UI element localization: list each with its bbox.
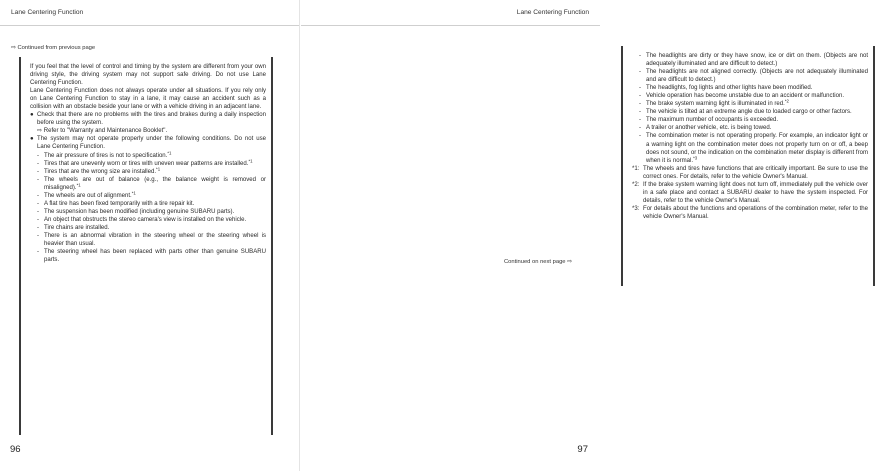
footnote-list (632, 165, 868, 221)
dash-marker: - (639, 101, 642, 108)
condition-text: The headlights, fog lights and other lights have been modified. (646, 85, 813, 92)
condition-item (639, 116, 868, 124)
footnote-mark: *2: (632, 181, 640, 188)
right-page-number: 97 (577, 444, 588, 455)
condition-text: The steering wheel has been replaced with parts other than genuine SUBARU parts. (44, 249, 266, 264)
right-condition-list (632, 52, 868, 165)
bullet-conditions (30, 135, 266, 151)
left-header-rule (0, 25, 299, 26)
condition-text: An object that obstructs the stereo camera's view is installed on the vehicle. (44, 216, 247, 223)
condition-item (639, 100, 868, 108)
condition-item (37, 216, 266, 224)
dash-marker: - (37, 224, 40, 231)
condition-item (37, 176, 266, 192)
condition-item (37, 157, 266, 168)
condition-text: The maximum number of occupants is exceeded. (646, 117, 779, 124)
left-page-header: Lane Centering Function (11, 9, 84, 16)
footnote-mark: *3: (632, 205, 640, 212)
dash-marker: - (639, 117, 642, 124)
condition-text: Vehicle operation has become unstable due to an accident or malfunction. (646, 93, 844, 100)
condition-item (37, 149, 266, 160)
dash-marker: - (639, 85, 642, 92)
condition-text: The suspension has been modified (including genuine SUBARU parts). (44, 208, 235, 215)
right-box-left-bar (621, 46, 623, 286)
condition-text: The combination meter is not operating properly. For example, an indicator light or a warning light on the combination meter does not properly turn on or off, a beep does not sound, or the indication on the combination meter display is different from when it is normal. (646, 133, 868, 164)
condition-item (37, 224, 266, 232)
footnote-text: If the brake system warning light does not turn off, immediately pull the vehicle over in a safe place and contact a SUBARU dealer to have the system inspected. For details, refer to the vehicle Owner's Manual. (643, 181, 868, 204)
condition-item (639, 84, 868, 92)
left-condition-list (30, 149, 266, 265)
condition-item (37, 200, 266, 208)
continued-next-label: Continued on next page ⇨ (503, 259, 572, 265)
footnote-reference: *1 (131, 190, 136, 196)
footnote-reference: *1 (156, 166, 161, 172)
dash-marker: - (37, 200, 40, 207)
footnote-mark: *1: (632, 165, 640, 172)
dash-marker: - (37, 216, 40, 223)
condition-item (639, 108, 868, 116)
footnote-text: For details about the functions and operations of the combination meter, refer to the vehicle Owner's Manual. (643, 205, 868, 220)
left-box-right-bar (271, 57, 273, 435)
dash-marker: - (37, 208, 40, 215)
footnote-reference: *1 (248, 157, 253, 163)
footnote-reference: *1 (167, 149, 172, 155)
bullet-marker: ● (30, 112, 34, 119)
dash-marker: - (37, 192, 40, 199)
dash-marker: - (37, 249, 40, 256)
condition-text: The wheels are out of balance (e.g., the balance weight is removed or misaligned). (44, 176, 266, 191)
right-page-header: Lane Centering Function (516, 9, 589, 16)
condition-text: There is an abnormal vibration in the steering wheel or the steering wheel is heavier than usual. (44, 232, 266, 248)
right-warning-box (621, 46, 875, 286)
footnote-reference: *3 (693, 155, 698, 161)
condition-item (37, 208, 266, 216)
condition-text: The headlights are not aligned correctly. (Objects are not adequately illuminated and are difficult to detect.) (646, 69, 868, 84)
condition-item (37, 232, 266, 248)
right-box-content (632, 52, 868, 221)
left-box-paragraph-2: Lane Centering Function does not always operate under all situations. If you rely only on Lane Centering Function to stay in a lane, it may cause an accident such as a collision with an obstacle beside your lane or with a vehicle driving in an adjacent lane. (30, 88, 266, 111)
left-box-content (30, 63, 266, 264)
condition-text: The wheels are out of alignment. (44, 192, 132, 199)
condition-text: The headlights are dirty or they have snow, ice or dirt on them. (Objects are not adequately illuminated and are difficult to detect.) (646, 53, 868, 68)
condition-text: Tires that are unevenly worn or tires with uneven wear patterns are installed. (44, 160, 249, 167)
dash-marker: - (639, 53, 642, 59)
left-warning-box (19, 57, 273, 435)
footnote-text: The wheels and tires have functions that are critically important. Be sure to use the correct ones. For details, refer to the vehicle Owner's Manual. (643, 165, 868, 180)
continued-from-label: ⇨ Continued from previous page (11, 45, 96, 51)
left-page-number: 96 (10, 444, 21, 455)
condition-text: The air pressure of tires is not to specification. (44, 152, 168, 159)
condition-item (639, 132, 868, 164)
condition-item (639, 92, 868, 100)
footnote-reference: *2 (784, 98, 789, 104)
dash-marker: - (37, 152, 40, 159)
dash-marker: - (639, 133, 642, 140)
condition-text: The vehicle is tilted at an extreme angle due to loaded cargo or other factors. (646, 109, 852, 116)
dash-marker: - (639, 125, 642, 132)
condition-text: A flat tire has been fixed temporarily with a tire repair kit. (44, 200, 195, 207)
condition-item (37, 192, 266, 200)
dash-marker: - (37, 160, 40, 167)
condition-item (639, 68, 868, 84)
dash-marker: - (639, 93, 642, 100)
warranty-booklet-reference: ⇨ Refer to "Warranty and Maintenance Booklet". (37, 128, 168, 135)
right-header-rule (301, 25, 600, 26)
footnote-reference: *1 (76, 182, 81, 188)
dash-marker: - (37, 232, 40, 239)
dash-marker: - (37, 176, 40, 183)
footnote (632, 165, 868, 181)
condition-text: The brake system warning light is illuminated in red. (646, 101, 785, 108)
dash-marker: - (639, 69, 642, 76)
bullet-inspection (30, 111, 266, 127)
left-page (0, 0, 300, 471)
dash-marker: - (639, 109, 642, 116)
condition-item (37, 168, 266, 176)
footnote (632, 181, 868, 205)
bullet-marker: ● (30, 136, 34, 143)
bullet-conditions-text: The system may not operate properly under the following conditions. Do not use Lane Centering Function. (37, 136, 266, 151)
condition-text: Tire chains are installed. (44, 224, 110, 231)
bullet-inspection-text: Check that there are no problems with the tires and brakes during a daily inspection before using the system. (37, 112, 266, 127)
left-box-left-bar (19, 57, 21, 435)
condition-item (639, 124, 868, 132)
footnote (632, 205, 868, 221)
condition-text: A trailer or another vehicle, etc. is being towed. (646, 125, 772, 132)
right-page (300, 0, 868, 471)
condition-item (639, 52, 868, 68)
left-box-paragraph-1: If you feel that the level of control and timing by the system are different from your own driving style, the driving system may not support safe driving. Do not use Lane Centering Function. (30, 64, 266, 87)
dash-marker: - (37, 168, 40, 175)
condition-item (37, 248, 266, 264)
condition-text: Tires that are the wrong size are installed. (44, 168, 157, 175)
